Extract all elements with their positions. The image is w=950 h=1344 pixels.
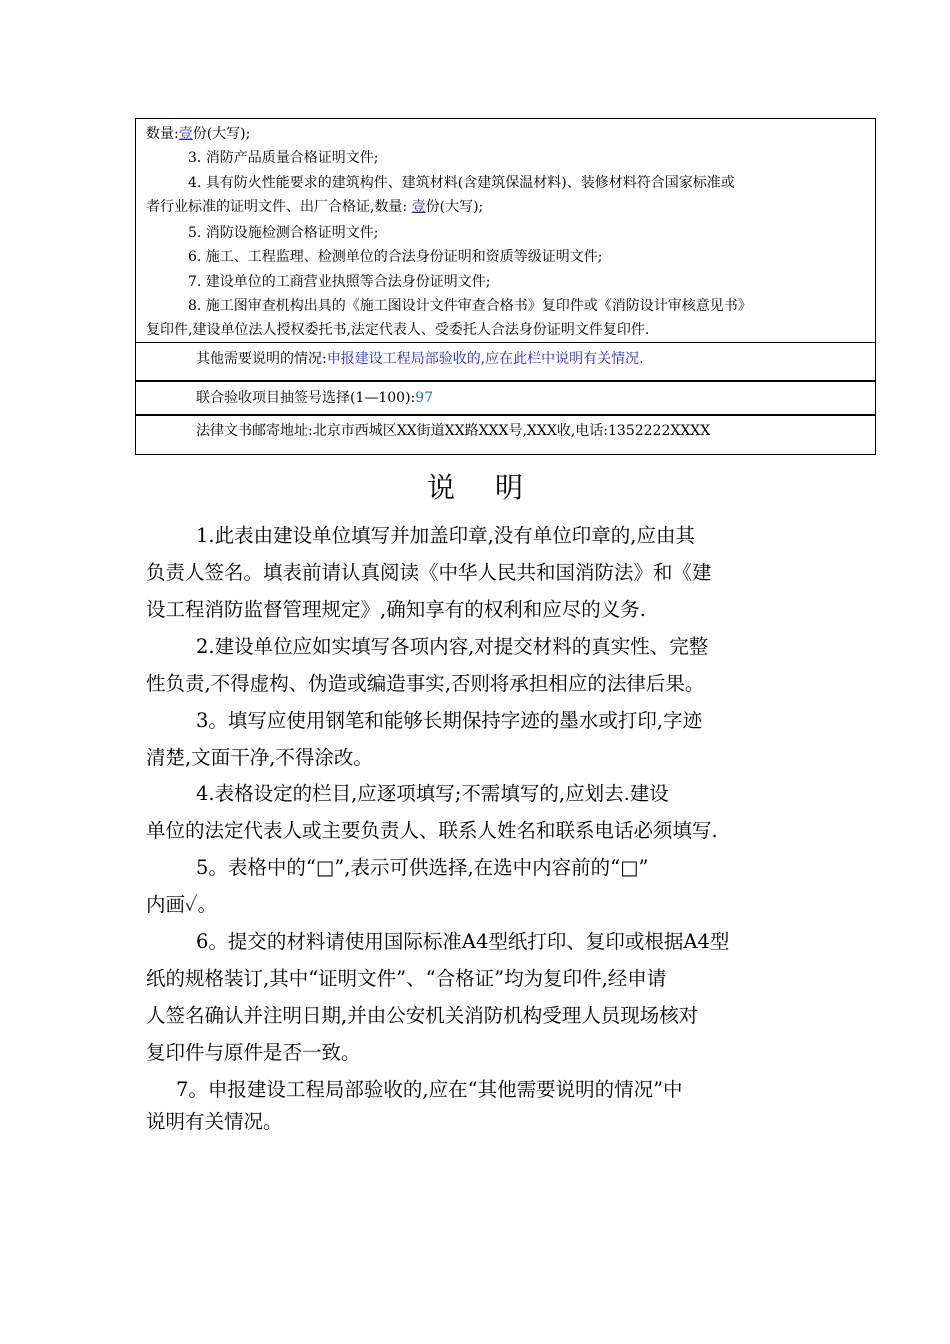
lottery-label: 联合验收项目抽签号选择(1—100): bbox=[196, 390, 416, 406]
other-notes-value[interactable]: 申报建设工程局部验收的,应在此栏中说明有关情况. bbox=[326, 351, 644, 367]
application-form-table bbox=[135, 118, 876, 455]
instruction-2-line-1: 2.建设单位应如实填写各项内容,对提交材料的真实性、完整 bbox=[196, 635, 709, 658]
instructions-title: 说明 bbox=[426, 471, 563, 504]
quantity-label: 数量: bbox=[146, 126, 179, 142]
materials-line-1 bbox=[146, 126, 250, 142]
materials-line-4: 4. 具有防火性能要求的建筑构件、建筑材料(含建筑保温材料)、装修材料符合国家标准或 bbox=[188, 175, 735, 191]
materials-line-3: 3. 消防产品质量合格证明文件; bbox=[188, 150, 379, 166]
instruction-6-line-4: 复印件与原件是否一致。 bbox=[146, 1041, 361, 1064]
mail-address-value[interactable]: 北京市西城区XX街道XX路XXX号,XXX收,电话:1352222XXXX bbox=[312, 423, 711, 439]
materials-line-6: 6. 施工、工程监理、检测单位的合法身份证明和资质等级证明文件; bbox=[188, 249, 603, 265]
instruction-4-line-1: 4.表格设定的栏目,应逐项填写;不需填写的,应划去.建设 bbox=[196, 782, 669, 805]
instruction-5-line-2: 内画✓。 bbox=[146, 893, 218, 916]
quantity-value[interactable]: 壹 bbox=[178, 126, 193, 142]
other-notes-row bbox=[136, 343, 875, 381]
instruction-4-line-2: 单位的法定代表人或主要负责人、联系人姓名和联系电话必须填写. bbox=[146, 819, 718, 842]
materials-line-8: 8. 施工图审查机构出具的《施工图设计文件审查合格书》复印件或《消防设计审核意见书》 bbox=[188, 298, 752, 314]
quantity-value-2[interactable]: 壹 bbox=[411, 199, 426, 215]
instruction-2-line-2: 性负责,不得虚构、伪造或编造事实,否则将承担相应的法律后果。 bbox=[146, 672, 705, 695]
lottery-line bbox=[196, 390, 433, 406]
mail-address-label: 法律文书邮寄地址: bbox=[196, 423, 313, 439]
lottery-row bbox=[136, 381, 875, 415]
instruction-5-line-1: 5。表格中的“□”,表示可供选择,在选中内容前的“□” bbox=[196, 856, 649, 879]
other-notes-line bbox=[196, 351, 644, 367]
mail-address-row bbox=[136, 415, 875, 454]
other-notes-label: 其他需要说明的情况: bbox=[196, 351, 327, 367]
instruction-7-line-1: 7。申报建设工程局部验收的,应在“其他需要说明的情况”中 bbox=[176, 1078, 683, 1101]
instruction-6-line-2: 纸的规格装订,其中“证明文件”、“合格证”均为复印件,经申请 bbox=[146, 967, 667, 990]
lottery-value[interactable]: 97 bbox=[415, 390, 434, 406]
instruction-1-line-3: 设工程消防监督管理规定》,确知享有的权利和应尽的义务. bbox=[146, 598, 646, 621]
instruction-6-line-3: 人签名确认并注明日期,并由公安机关消防机构受理人员现场核对 bbox=[146, 1004, 699, 1027]
instruction-3-line-1: 3。填写应使用钢笔和能够长期保持字迹的墨水或打印,字迹 bbox=[196, 709, 703, 732]
materials-line-5: 5. 消防设施检测合格证明文件; bbox=[188, 225, 379, 241]
instruction-1-line-2: 负责人签名。填表前请认真阅读《中华人民共和国消防法》和《建 bbox=[146, 561, 712, 584]
materials-line-4-cont bbox=[146, 199, 483, 215]
quantity-unit: 份(大写); bbox=[192, 126, 251, 142]
materials-line-7: 7. 建设单位的工商营业执照等合法身份证明文件; bbox=[188, 274, 491, 290]
materials-line-8-cont: 复印件,建设单位法人授权委托书,法定代表人、受委托人合法身份证明文件复印件. bbox=[146, 322, 650, 338]
instruction-3-line-2: 清楚,文面干净,不得涂改。 bbox=[146, 746, 373, 769]
quantity-unit-2: 份(大写); bbox=[425, 199, 484, 215]
instruction-1-line-1: 1.此表由建设单位填写并加盖印章,没有单位印章的,应由其 bbox=[196, 524, 696, 547]
mail-address-line bbox=[196, 423, 710, 439]
quantity-label-2: 者行业标准的证明文件、出厂合格证,数量: bbox=[146, 199, 412, 215]
instruction-6-line-1: 6。提交的材料请使用国际标准A4型纸打印、复印或根据A4型 bbox=[196, 930, 730, 953]
submitted-materials-cell bbox=[136, 119, 875, 343]
instruction-7-line-2: 说明有关情况。 bbox=[146, 1110, 283, 1133]
